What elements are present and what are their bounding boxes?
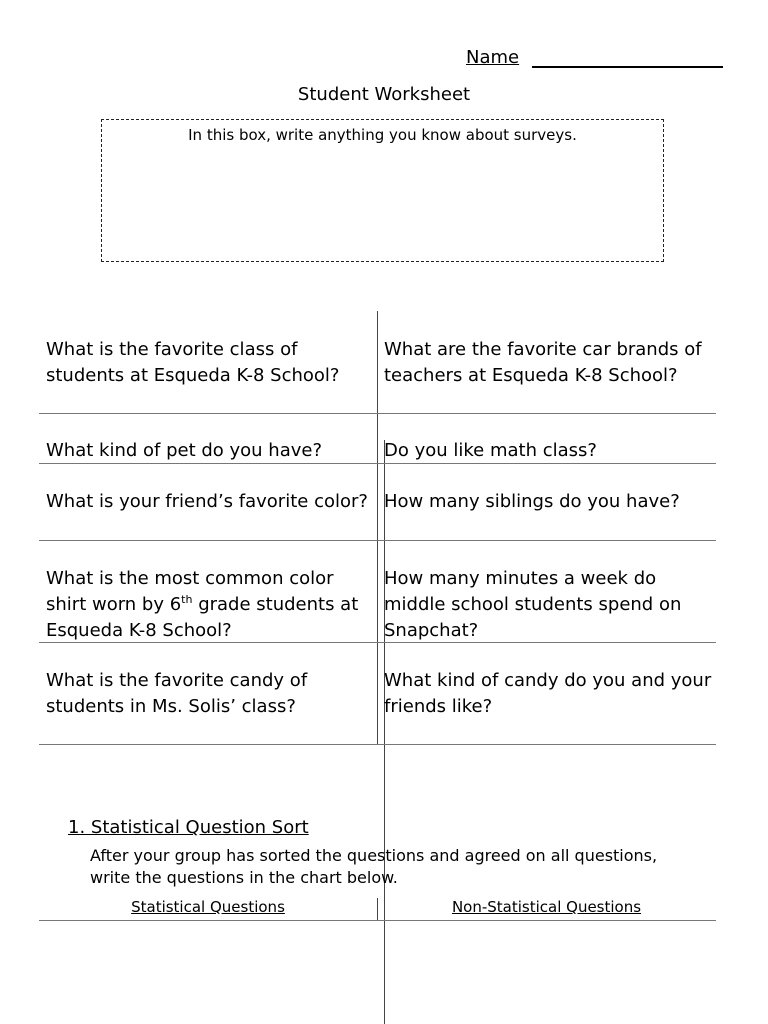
name-label: Name: [466, 47, 520, 68]
name-blank-line[interactable]: [532, 66, 723, 68]
card-grid-divider: [377, 311, 378, 745]
question-card[interactable]: What is the favorite class of students at Esqueda K-8 School?: [46, 339, 340, 386]
column-header-non-statistical: Non-Statistical Questions: [451, 898, 642, 916]
instructions-line: After your group has sorted the questions and agreed on all questions,: [90, 846, 658, 865]
question-text: What is the most common color shirt worn by 6: [46, 568, 334, 615]
question-card[interactable]: What kind of pet do you have?: [46, 440, 323, 461]
question-card[interactable]: What are the favorite car brands of teachers at Esqueda K-8 School?: [384, 339, 702, 386]
instructions-line: write the questions in the chart below.: [90, 868, 398, 887]
question-text: grade students at Esqueda K-8 School?: [46, 594, 359, 641]
column-header-divider: [377, 898, 378, 920]
survey-box-prompt: In this box, write anything you know about surveys.: [188, 126, 577, 144]
row-divider: [39, 540, 716, 541]
sort-section-heading: 1. Statistical Question Sort: [68, 817, 309, 838]
question-card[interactable]: Do you like math class?: [384, 440, 597, 461]
row-divider: [39, 413, 716, 414]
chart-header-line: [39, 920, 716, 921]
row-divider: [39, 744, 716, 745]
sort-instructions: [90, 845, 730, 889]
question-card[interactable]: How many siblings do you have?: [384, 491, 680, 512]
question-card[interactable]: What is the favorite candy of students in Ms. Solis’ class?: [46, 670, 308, 717]
page-title: Student Worksheet: [297, 84, 471, 105]
question-card[interactable]: How many minutes a week do middle school students spend on Snapchat?: [384, 568, 682, 641]
long-vertical-divider: [384, 440, 385, 1024]
question-card[interactable]: What is your friend’s favorite color?: [46, 491, 368, 512]
question-card[interactable]: What kind of candy do you and your friends like?: [384, 670, 712, 717]
column-header-statistical: Statistical Questions: [131, 898, 285, 916]
question-card[interactable]: [46, 566, 376, 644]
ordinal-suffix: th: [181, 593, 193, 606]
